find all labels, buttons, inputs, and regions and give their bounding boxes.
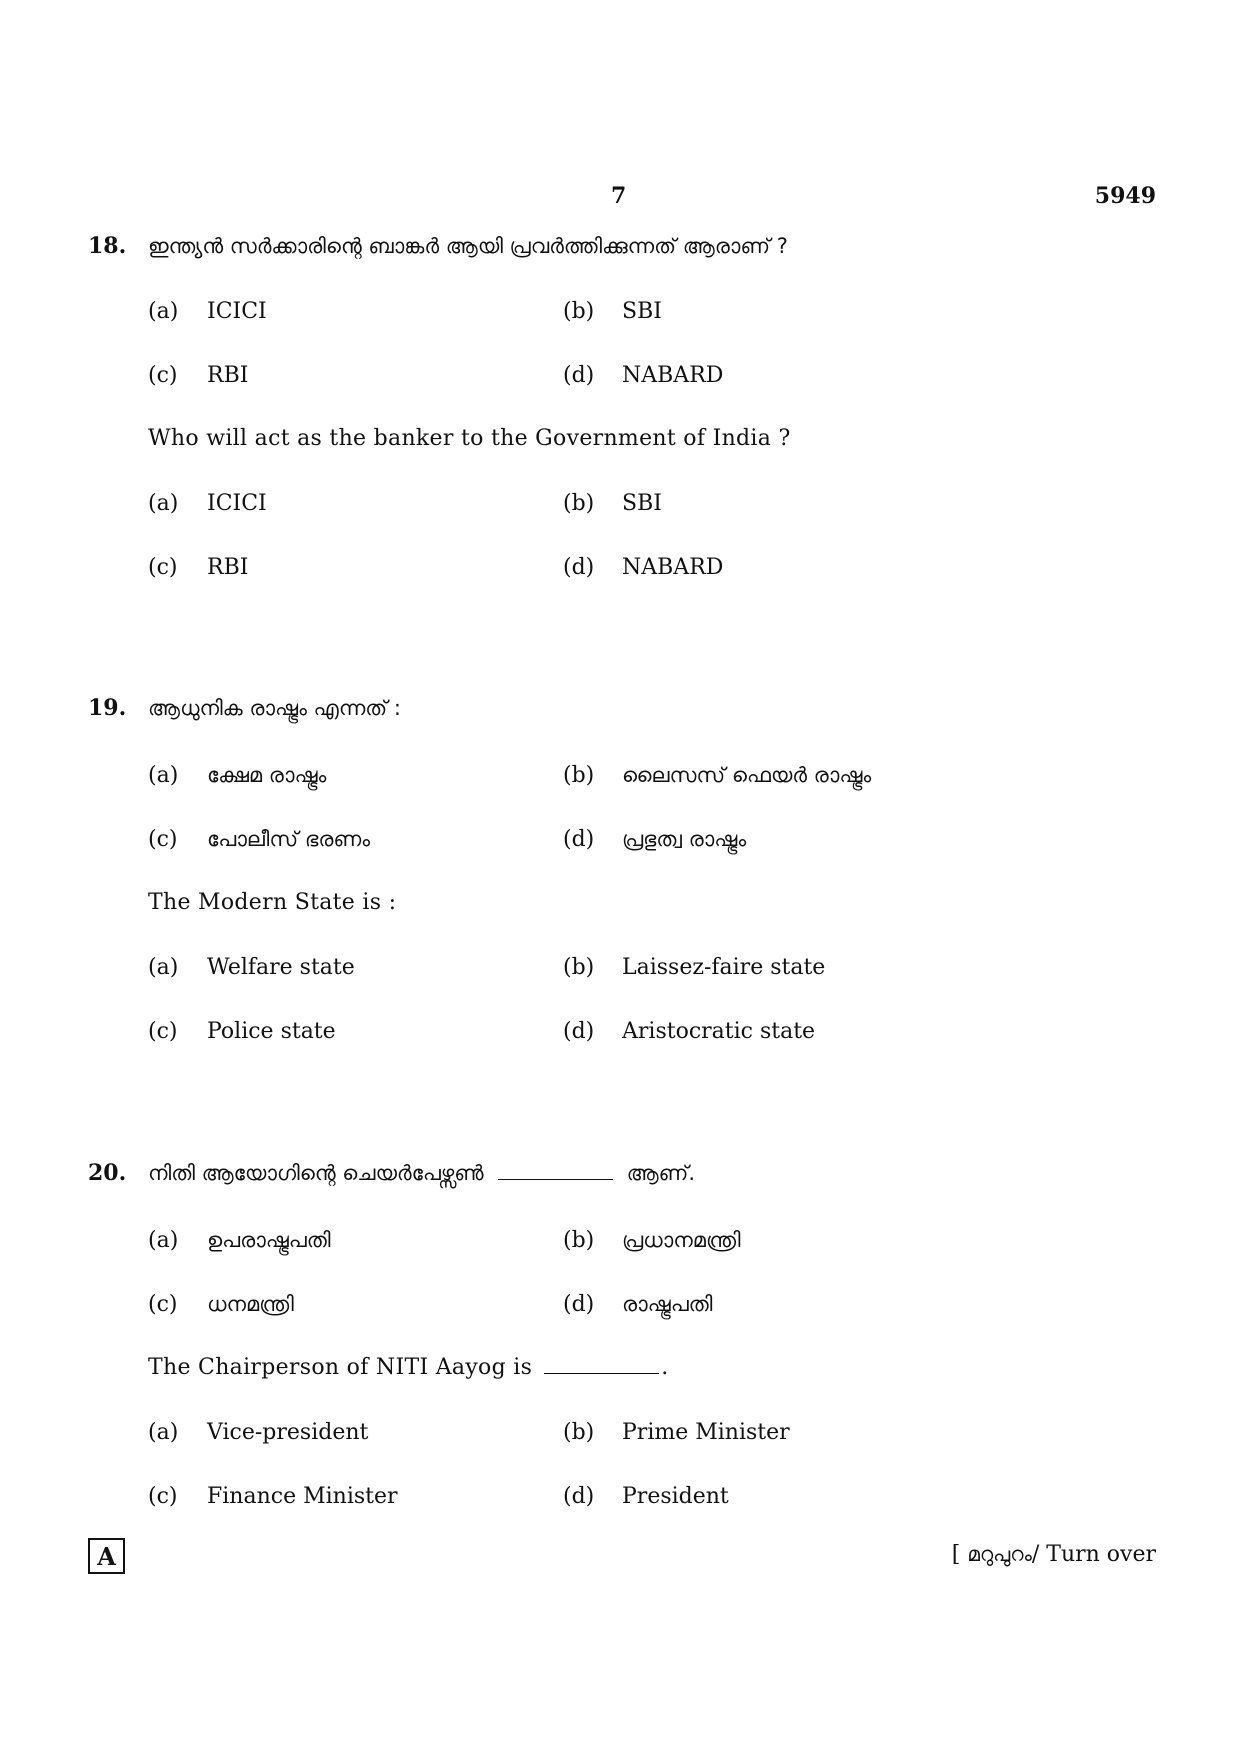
option-label: (c) — [148, 1483, 178, 1509]
option-a — [148, 763, 563, 788]
option-text: NABARD — [622, 554, 724, 580]
option-label: (a) — [148, 298, 179, 324]
option-label: (b) — [563, 1227, 595, 1253]
option-c — [148, 1484, 563, 1509]
option-row — [148, 1272, 1168, 1336]
option-text: ലൈസസ് ഫെയർ രാഷ്ട്രം — [622, 762, 872, 787]
option-label: (c) — [148, 826, 178, 852]
page-number: 7 — [611, 183, 627, 209]
option-d — [563, 1484, 978, 1509]
option-d — [563, 1019, 978, 1044]
option-text: പ്രധാനമന്ത്രി — [622, 1227, 741, 1252]
option-text: Prime Minister — [622, 1419, 790, 1445]
option-label: (a) — [148, 1419, 179, 1445]
option-text: Laissez-faire state — [622, 954, 826, 980]
option-b — [563, 955, 978, 980]
option-label: (c) — [148, 554, 178, 580]
option-text: President — [622, 1483, 729, 1509]
option-c — [148, 827, 563, 852]
answer-blank — [544, 1372, 659, 1374]
paper-code: 5949 — [1094, 183, 1156, 209]
option-text: ICICI — [207, 298, 267, 324]
option-c — [148, 363, 563, 388]
option-text: SBI — [622, 490, 662, 516]
option-label: (d) — [563, 554, 595, 580]
option-a — [148, 491, 563, 516]
option-row — [148, 1208, 1168, 1272]
option-label: (a) — [148, 1227, 179, 1253]
option-row — [148, 279, 1168, 343]
option-text: Welfare state — [207, 954, 355, 980]
option-label: (d) — [563, 362, 595, 388]
turn-over-note — [952, 1542, 1156, 1567]
question-number: 20. — [88, 1160, 127, 1186]
option-a — [148, 955, 563, 980]
question-text-ml-before: നിതി ആയോഗിന്റെ ചെയർപേഴ്സൺ — [148, 1161, 484, 1185]
question-text-en-after: . — [661, 1355, 669, 1380]
option-row — [148, 343, 1168, 407]
option-c — [148, 1292, 563, 1317]
question-text-en: The Modern State is : — [148, 890, 397, 915]
option-text: Aristocratic state — [622, 1018, 816, 1044]
question-text-ml-after: ആണ്. — [626, 1161, 696, 1185]
turn-over-bracket: [ — [951, 1542, 968, 1567]
option-text: RBI — [207, 362, 249, 388]
option-b — [563, 1420, 978, 1445]
option-row — [148, 807, 1168, 871]
question-text-ml: ആധുനിക രാഷ്ട്രം എന്നത് : — [148, 696, 401, 720]
option-a — [148, 1228, 563, 1253]
option-text: RBI — [207, 554, 249, 580]
option-label: (c) — [148, 1291, 178, 1317]
option-label: (b) — [563, 954, 595, 980]
question-20 — [88, 1160, 1168, 1528]
option-b — [563, 299, 978, 324]
option-b — [563, 491, 978, 516]
option-label: (c) — [148, 362, 178, 388]
option-text: NABARD — [622, 362, 724, 388]
question-text-en-before: The Chairperson of NITI Aayog is — [148, 1355, 533, 1380]
option-b — [563, 763, 978, 788]
option-text: ധനമന്ത്രി — [207, 1291, 294, 1316]
option-row — [148, 535, 1168, 599]
version-box: A — [88, 1538, 125, 1574]
question-number: 19. — [88, 695, 127, 721]
option-row — [148, 935, 1168, 999]
option-d — [563, 827, 978, 852]
option-label: (c) — [148, 1018, 178, 1044]
option-text: SBI — [622, 298, 662, 324]
option-text: ICICI — [207, 490, 267, 516]
question-text-en — [148, 1336, 1168, 1400]
option-label: (b) — [563, 490, 595, 516]
option-b — [563, 1228, 978, 1253]
option-row — [148, 999, 1168, 1063]
turn-over-english: / Turn over — [1031, 1542, 1156, 1567]
option-c — [148, 555, 563, 580]
question-text-ml — [148, 1161, 695, 1186]
option-a — [148, 1420, 563, 1445]
option-d — [563, 1292, 978, 1317]
option-text: പോലീസ് ഭരണം — [207, 826, 371, 851]
option-row — [148, 743, 1168, 807]
option-row — [148, 1464, 1168, 1528]
question-number: 18. — [88, 233, 127, 259]
question-malayalam — [88, 695, 1168, 721]
option-d — [563, 555, 978, 580]
option-text: Police state — [207, 1018, 336, 1044]
option-d — [563, 363, 978, 388]
option-label: (d) — [563, 1018, 595, 1044]
option-text: Finance Minister — [207, 1483, 398, 1509]
option-text: പ്രഭുത്വ രാഷ്ട്രം — [622, 826, 747, 851]
option-label: (a) — [148, 490, 179, 516]
question-malayalam — [88, 233, 1168, 259]
option-row — [148, 1400, 1168, 1464]
option-c — [148, 1019, 563, 1044]
question-text-ml: ഇന്ത്യൻ സർക്കാരിന്റെ ബാങ്കർ ആയി പ്രവർത്തിക്കുന്നത് ആരാണ് ? — [148, 234, 788, 258]
question-19 — [88, 695, 1168, 1063]
question-18 — [88, 233, 1168, 599]
question-malayalam — [88, 1160, 1168, 1186]
option-label: (b) — [563, 762, 595, 788]
option-label: (a) — [148, 762, 179, 788]
option-label: (d) — [563, 826, 595, 852]
option-label: (b) — [563, 298, 595, 324]
option-a — [148, 299, 563, 324]
option-row — [148, 471, 1168, 535]
option-text: ഉപരാഷ്ട്രപതി — [207, 1227, 331, 1252]
answer-blank — [498, 1178, 613, 1180]
option-label: (b) — [563, 1419, 595, 1445]
option-text: Vice-president — [207, 1419, 369, 1445]
option-label: (d) — [563, 1291, 595, 1317]
option-text: ക്ഷേമ രാഷ്ട്രം — [207, 762, 327, 787]
option-label: (d) — [563, 1483, 595, 1509]
question-text-en: Who will act as the banker to the Government of India ? — [148, 426, 791, 451]
turn-over-malayalam: മറുപുറം — [967, 1542, 1032, 1566]
option-label: (a) — [148, 954, 179, 980]
option-text: രാഷ്ട്രപതി — [622, 1291, 713, 1316]
